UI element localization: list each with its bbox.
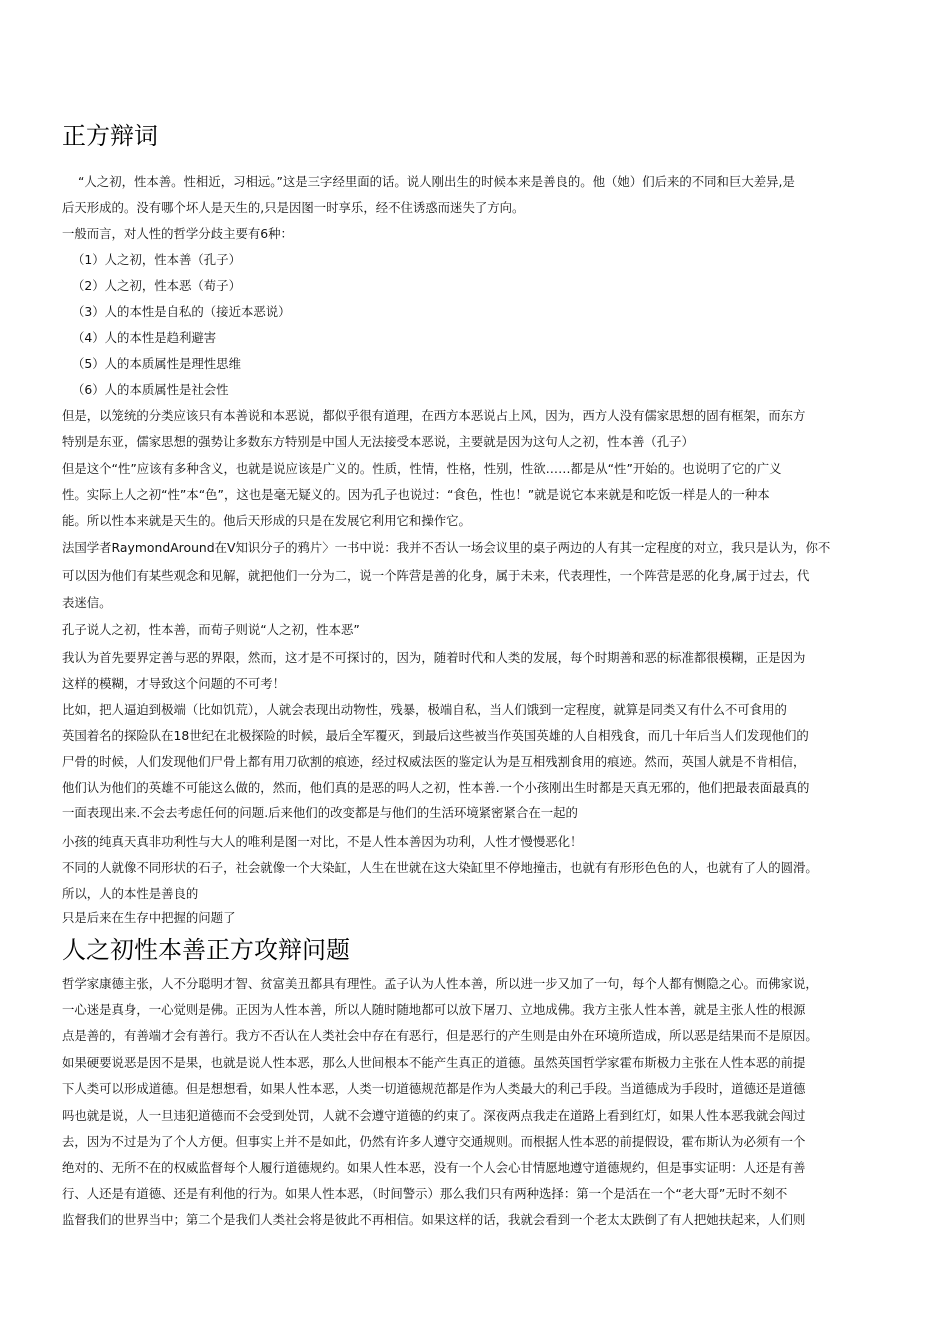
paragraph-line: 一般而言，对人性的哲学分歧主要有6种： (62, 226, 293, 241)
list-item: （4）人的本性是趋利避害 (72, 330, 217, 345)
paragraph-line: 能。所以性本来就是天生的。他后天形成的只是在发展它利用它和操作它。 (62, 513, 471, 528)
list-item: （2）人之初，性本恶（荀子） (72, 278, 241, 293)
list-item: （5）人的本质属性是理性思维 (72, 356, 241, 371)
paragraph-line: 行、人还是有道德、还是有利他的行为。如果人性本恶，（时间警示）那么我们只有两种选择：第一个是活在一个“老大哥”无时不刻不 (62, 1186, 788, 1201)
paragraph-line: 尸骨的时候，人们发现他们尸骨上都有用刀砍割的痕迹，经过权威法医的鉴定认为是互相残割食用的痕迹。然而，英国人就是不肯相信， (62, 754, 806, 769)
paragraph-line: 不同的人就像不同形状的石子，社会就像一个大染缸，人生在世就在这大染缸里不停地撞击，也就有有形形色色的人，也就有了人的圆滑。 (62, 860, 818, 875)
paragraph-line: 一面表现出来.不会去考虑任何的问题.后来他们的改变都是与他们的生活环境紧密紧合在一起的 (62, 805, 578, 820)
paragraph-line: 只是后来在生存中把握的问题了 (62, 910, 236, 925)
paragraph-line: 这样的模糊，才导致这个问题的不可考！ (62, 676, 286, 691)
paragraph-line: 下人类可以形成道德。但是想想看，如果人性本恶，人类一切道德规范都是作为人类最大的利己手段。当道德成为手段时，道德还是道德 (62, 1081, 806, 1096)
paragraph-line: 表迷信。 (62, 595, 112, 610)
paragraph-line: 所以，人的本性是善良的 (62, 886, 199, 901)
paragraph-line: 哲学家康德主张，人不分聪明才智、贫富美丑都具有理性。孟子认为人性本善，所以进一步又加了一句，每个人都有恻隐之心。而佛家说， (62, 976, 818, 991)
paragraph-line: 性。实际上人之初“性”本“色”，这也是毫无疑义的。因为孔子也说过：“食色，性也！”就是说它本来就是和吃饭一样是人的一种本 (62, 487, 770, 502)
paragraph-line: 绝对的、无所不在的权威监督每个人履行道德规约。如果人性本恶，没有一个人会心甘情愿地遵守道德规约，但是事实证明：人还是有善 (62, 1160, 806, 1175)
paragraph-line: 法国学者RaymondAround在V知识分子的鸦片〉一书中说：我并不否认一场会议里的桌子两边的人有其一定程度的对立，我只是认为，你不 (62, 540, 831, 555)
list-item: （3）人的本性是自私的（接近本恶说） (72, 304, 291, 319)
paragraph-line: 特别是东亚，儒家思想的强势让多数东方特别是中国人无法接受本恶说，主要就是因为这句人之初，性本善（孔子） (62, 434, 694, 449)
paragraph-line: 他们认为他们的英雄不可能这么做的，然而，他们真的是恶的吗人之初，性本善.一个小孩刚出生时都是天真无邪的，他们把最表面最真的 (62, 780, 810, 795)
section-title-rebuttal-questions: 人之初性本善正方攻辩问题 (62, 936, 350, 964)
paragraph-line: 英国着名的探险队在18世纪在北极探险的时候，最后全军覆灭，到最后这些被当作英国英雄的人自相残食，而几十年后当人们发现他们的 (62, 728, 809, 743)
paragraph-line: 但是这个“性”应该有多种含义，也就是说应该是广义的。性质，性情，性格，性别，性欲……都是从“性”开始的。也说明了它的广义 (62, 461, 782, 476)
paragraph-line: “人之初，性本善。性相近，习相远。”这是三字经里面的话。说人刚出生的时候本来是善良的。他（她）们后来的不同和巨大差异,是 (78, 174, 795, 189)
list-item: （6）人的本质属性是社会性 (72, 382, 229, 397)
section-title-debate-speech: 正方辩词 (62, 122, 158, 150)
paragraph-line: 吗也就是说，人一旦违犯道德而不会受到处罚，人就不会遵守道德的约束了。深夜两点我走在道路上看到红灯，如果人性本恶我就会闯过 (62, 1108, 806, 1123)
paragraph-line: 去，因为不过是为了个人方便。但事实上并不是如此，仍然有许多人遵守交通规则。而根据人性本恶的前提假设，霍布斯认为必须有一个 (62, 1134, 806, 1149)
paragraph-line: 监督我们的世界当中；第二个是我们人类社会将是彼此不再相信。如果这样的话，我就会看到一个老太太跌倒了有人把她扶起来，人们则 (62, 1212, 806, 1227)
paragraph-line: 我认为首先要界定善与恶的界限，然而，这才是不可探讨的，因为，随着时代和人类的发展，每个时期善和恶的标准都很模糊，正是因为 (62, 650, 806, 665)
paragraph-line: 一心迷是真身，一心觉则是佛。正因为人性本善，所以人随时随地都可以放下屠刀、立地成佛。我方主张人性本善，就是主张人性的根源 (62, 1002, 806, 1017)
paragraph-line: 可以因为他们有某些观念和见解，就把他们一分为二，说一个阵营是善的化身，属于未来，代表理性，一个阵营是恶的化身,属于过去，代 (62, 568, 810, 583)
paragraph-line: 比如，把人逼迫到极端（比如饥荒），人就会表现出动物性，残暴，极端自私，当人们饿到一定程度，就算是同类又有什么不可食用的 (62, 702, 787, 717)
paragraph-line: 后天形成的。没有哪个坏人是天生的,只是因图一时享乐，经不住诱惑而迷失了方向。 (62, 200, 525, 215)
list-item: （1）人之初，性本善（孔子） (72, 252, 241, 267)
paragraph-line: 但是，以笼统的分类应该只有本善说和本恶说，都似乎很有道理，在西方本恶说占上风，因为，西方人没有儒家思想的固有框架，而东方 (62, 408, 806, 423)
paragraph-line: 点是善的，有善端才会有善行。我方不否认在人类社会中存在有恶行，但是恶行的产生则是由外在环境所造成，所以恶是结果而不是原因。 (62, 1028, 818, 1043)
paragraph-line: 小孩的纯真天真非功利性与大人的唯利是图一对比，不是人性本善因为功利，人性才慢慢恶化！ (62, 834, 583, 849)
paragraph-line: 如果硬要说恶是因不是果，也就是说人性本恶，那么人世间根本不能产生真正的道德。虽然英国哲学家霍布斯极力主张在人性本恶的前提 (62, 1055, 806, 1070)
paragraph-line: 孔子说人之初，性本善，而荀子则说“人之初，性本恶” (62, 622, 360, 637)
